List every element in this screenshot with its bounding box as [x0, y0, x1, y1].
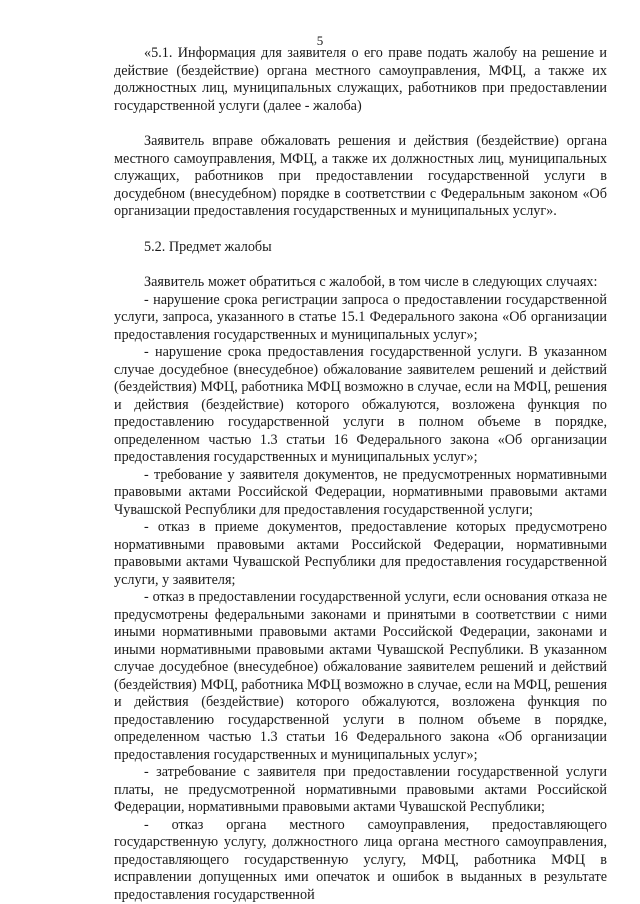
section-5-1-heading: «5.1. Информация для заявителя о его праве подать жалобу на решение и действие (бездействие) органа местного самоуправления, МФЦ, а также их должностных лиц, муниципальных служащих, работников при предоставлении государственной услуги (далее - жалоба) [114, 45, 607, 115]
section-5-1-text: Заявитель вправе обжаловать решения и действия (бездействие) органа местного самоуправления, МФЦ, а также их должностных лиц, муниципальных служащих, работников при предоставлении государственной услуги в досудебном (внесудебном) порядке в соответствии с Федеральным законом «Об организации предоставления государственных и муниципальных услуг». [114, 133, 607, 221]
section-5-2-heading: 5.2. Предмет жалобы [114, 239, 607, 257]
list-item: - отказ в предоставлении государственной услуги, если основания отказа не предусмотрены федеральными законами и принятыми в соответствии с ними иными нормативными правовыми актами Российской Федерации, законами и иными нормативными правовыми актами Чувашской Республики. В указанном случае досудебное (внесудебное) обжалование заявителем решений и действий (бездействия) МФЦ, работника МФЦ возможно в случае, если на МФЦ, решения и действия (бездействие) которого обжалуются, возложена функция по предоставлению государственной услуги в полном объеме в порядке, определенном частью 1.3 статьи 16 Федерального закона «Об организации предоставления государственных и муниципальных услуг»; [114, 589, 607, 764]
list-item: - затребование с заявителя при предоставлении государственной услуги платы, не предусмотренной нормативными правовыми актами Российской Федерации, нормативными правовыми актами Чувашской Республики; [114, 764, 607, 817]
section-5-2-intro: Заявитель может обратиться с жалобой, в том числе в следующих случаях: [114, 274, 607, 292]
page-number: 5 [0, 33, 640, 48]
list-item: - нарушение срока предоставления государственной услуги. В указанном случае досудебное (внесудебное) обжалование заявителем решений и действий (бездействия) МФЦ, работника МФЦ возможно в случае, если на МФЦ, решения и действия (бездействие) которого обжалуются, возложена функция по предоставлению государственной услуги в полном объеме в порядке, определенном частью 1.3 статьи 16 Федерального закона «Об организации предоставления государственных и муниципальных услуг»; [114, 344, 607, 467]
list-item: - нарушение срока регистрации запроса о предоставлении государственной услуги, запроса, указанного в статье 15.1 Федерального закона «Об организации предоставления государственных и муниципальных услуг»; [114, 292, 607, 345]
paragraph-gap [114, 115, 607, 133]
paragraph-gap [114, 256, 607, 274]
list-item: - отказ органа местного самоуправления, предоставляющего государственную услугу, должностного лица органа местного самоуправления, предоставляющего государственную услугу, МФЦ, работника МФЦ в исправлении допущенных ими опечаток и ошибок в выданных в результате предоставления государственной [114, 817, 607, 904]
list-item: - требование у заявителя документов, не предусмотренных нормативными правовыми актами Российской Федерации, нормативными правовыми актами Чувашской Республики для предоставления государственной услуги; [114, 467, 607, 520]
document-body [114, 45, 607, 904]
list-item: - отказ в приеме документов, предоставление которых предусмотрено нормативными правовыми актами Российской Федерации, нормативными правовыми актами Чувашской Республики для предоставления государственной услуги, у заявителя; [114, 519, 607, 589]
paragraph-gap [114, 221, 607, 239]
